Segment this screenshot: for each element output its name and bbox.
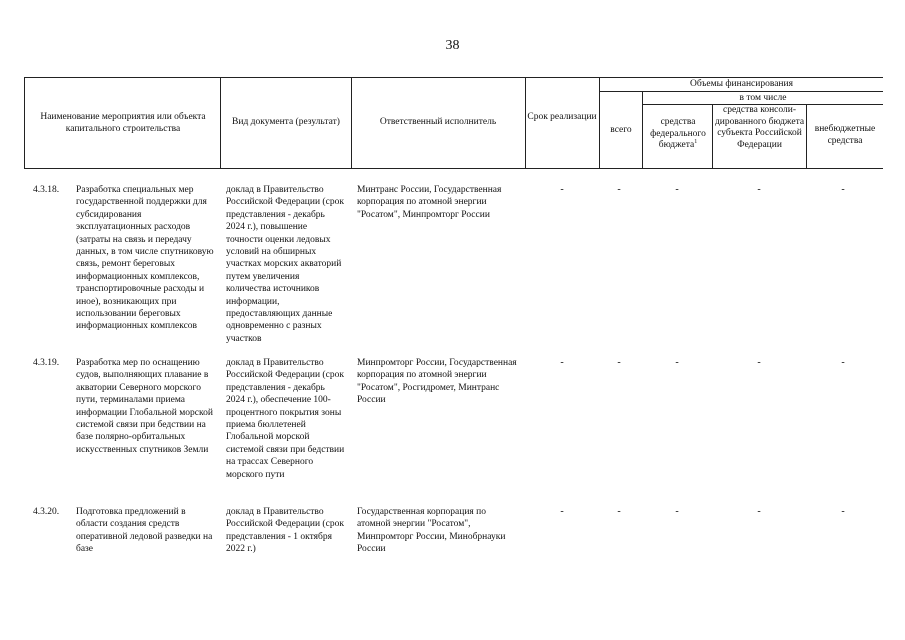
row-executor: Минтранс России, Государственная корпорация по атомной энергии "Росатом", Минпромторг России: [357, 185, 502, 220]
row-term: -: [560, 184, 564, 195]
row-consolidated: -: [757, 506, 761, 517]
row-consolidated: -: [757, 184, 761, 195]
header-consolidated: средства консоли-дированного бюджета субъекта Российской Федерации: [714, 105, 805, 150]
row-term: -: [560, 506, 564, 517]
row-document: доклад в Правительство Российской Федерации (срок представления - 1 октября 2022 г.): [226, 507, 344, 555]
row-number: 4.3.20.: [33, 507, 60, 517]
row-term: -: [560, 357, 564, 368]
row-federal: -: [675, 506, 679, 517]
row-total: -: [617, 357, 621, 368]
header-funding: Объемы финансирования: [690, 79, 793, 89]
row-number: 4.3.19.: [33, 358, 60, 368]
row-name: Разработка специальных мер государственной поддержки для субсидирования эксплуатационных расходов (затраты на связь и передачу данных, в том числе спутниковую связь, ремонт береговых информационных комплексов, транспортировочные расходы и иное), возникающих при использовании береговых информационных комплексов: [76, 185, 214, 332]
header-extrabudget: внебюджетные средства: [814, 124, 876, 146]
row-document: доклад в Правительство Российской Федерации (срок представления - декабрь 2024 г.), обеспечение 100-процентного покрытия зоны приема бюллетеней Глобальной морской системой связи при бедствии на трассах Северного морского пути: [226, 358, 345, 480]
row-federal: -: [675, 357, 679, 368]
header-document: Вид документа (результат): [232, 117, 340, 127]
header-total: всего: [610, 125, 632, 135]
header-federal-label: средства федерального бюджета: [650, 117, 706, 150]
row-consolidated: -: [757, 357, 761, 368]
page-number: 38: [445, 38, 460, 53]
row-executor: Государственная корпорация по атомной энергии "Росатом", Минпромторг России, Минобрнауки России: [357, 507, 506, 555]
header-federal: [646, 117, 710, 152]
row-name: Разработка мер по оснащению судов, выполняющих плавание в акватории Северного морского пути, терминалами приема информации Глобальной морской системой связи при бедствии на базе полярно-орбитальных искусственных спутников Земли: [76, 358, 213, 455]
row-extrabudget: -: [841, 184, 845, 195]
row-federal: -: [675, 184, 679, 195]
row-name: Подготовка предложений в области создания средств оперативной ледовой разведки на базе: [76, 507, 213, 555]
row-extrabudget: -: [841, 357, 845, 368]
header-including: в том числе: [739, 93, 787, 103]
header-term: Срок реализации: [527, 112, 597, 122]
row-document: доклад в Правительство Российской Федерации (срок представления - декабрь 2024 г.), повышение точности оценки ледовых условий на обширных участках морских акваторий путем увеличения количества источников информации, предоставляющих данные одновременно с разных участков: [226, 185, 344, 344]
row-executor: Минпромторг России, Государственная корпорация по атомной энергии "Росатом", Росгидромет, Минтранс России: [357, 358, 517, 406]
footnote-marker: 1: [694, 138, 698, 145]
header-executor: Ответственный исполнитель: [379, 117, 497, 127]
header-name: Наименование мероприятия или объекта капитального строительства: [40, 112, 206, 134]
row-total: -: [617, 184, 621, 195]
row-extrabudget: -: [841, 506, 845, 517]
row-number: 4.3.18.: [33, 185, 60, 195]
row-total: -: [617, 506, 621, 517]
